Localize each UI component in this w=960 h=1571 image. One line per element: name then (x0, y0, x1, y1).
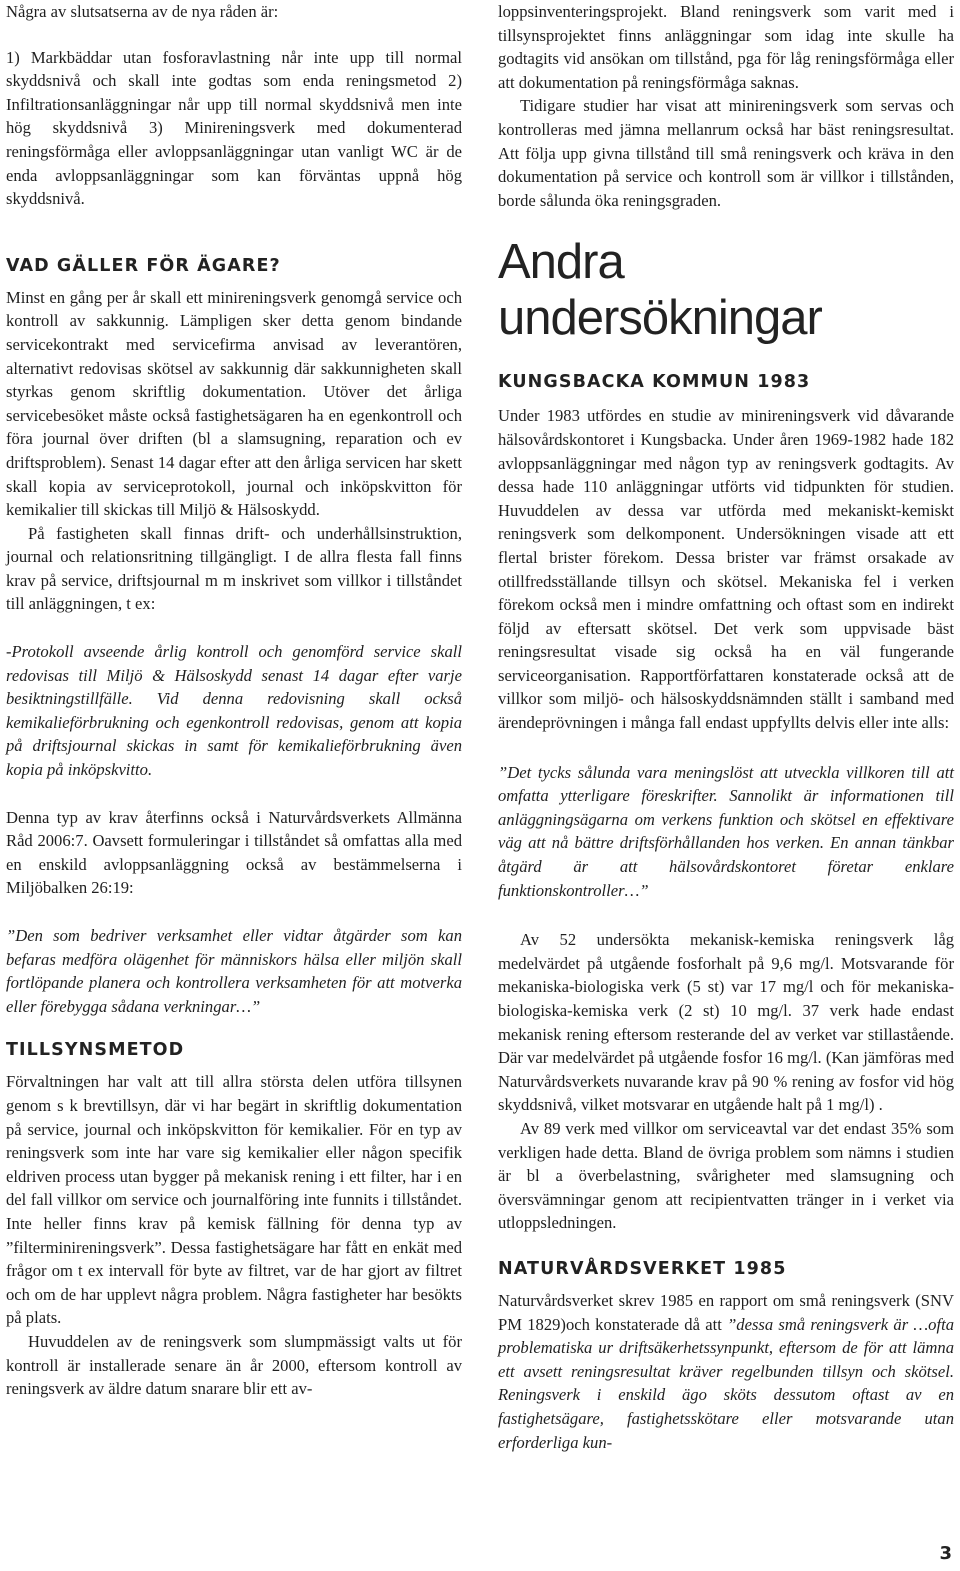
method-paragraph: Förvaltningen har valt att till allra största delen utföra tillsynen genom s k brevtillsyn, där vi har begärt in skriftlig dokumentation på service, journal och inköpskvitton för kemikalier. För en typ av reningsverk som inte har vare sig kemikalier eller någon specifik eldriven process utan bygger på mekanisk rening i ett filter, har i en del fall villkor om service och journalföring inte funnits i tillståndet. Inte heller finns krav på kemisk fällning för denna typ av ”filterminireningsverk”. Dessa fastighetsägare har fått en enkät med frågor om t ex intervall för byte av filtret, var de har gjort av filtret och om de har upplevt några problem. Några fastigheter har besökts på plats. (6, 1072, 462, 1328)
regulation-paragraph: Denna typ av krav återfinns också i Naturvårdsverkets Allmänna Råd 2006:7. Oavsett formuleringar i tillståndet så omfattas alla med en enskild avloppsanläggning också av bestämmelserna i Miljöbalken 26:19: (6, 807, 462, 898)
naturvardsverket-quote: ”dessa små reningsverk är …ofta problematiska ur driftsäkerhetssynpunkt, eftersom de för att lämna ett avsett reningsresultat kräver regelbunden tillsyn och skötsel. Reningsverk i enskild ägo sköts dessutom oftast av en fastighetsägare, fastighetsskötare eller motsvarande utan erforderliga kun- (498, 1314, 954, 1452)
kungsbacka-paragraph: Under 1983 utfördes en studie av minireningsverk vid dåvarande hälsovårdskontoret i Kungsbacka. Under åren 1969-1982 hade 182 avloppsanläggningar med någon typ av reningsverk godtagits. Av dessa hade 110 anläggningar utförts vid tidpunkten för studien. Huvuddelen av dessa var utförda med mekaniskt-kemiskt reningsverk som delkomponent. Undersökningen visade att ett flertal brister förekom. Dessa brister var främst orsakade av otillfredsställande tillsyn och skötsel. Mekaniska fel i verken förekom också men i mindre omfattning och oftast som en indirekt följd av eftersatt skötsel. Det verk som uppvisade bäst reningsresultat visade sig också ha en väl fungerande serviceorganisation. Rapportförfattaren konstaterade också att de villkor som miljö- och hälsoskyddsnämnden ställt i samband med ärendeprövningen i många fall endast uppfyllts delvis eller inte alls: (498, 406, 954, 733)
owners-paragraph-2: På fastigheten skall finnas drift- och underhållsinstruktion, journal och relationsritning tillgängligt. I de allra flesta fall finns krav på service, driftsjournal m m inskrivet som villkor i tillståndet till anläggningen, t ex: (6, 523, 462, 614)
continued-paragraph: loppsinventeringsprojekt. Bland reningsverk som varit med i tillsynsprojektet finns anläggningar som idag inte skulle ha godtagits vid ansökan om tillstånd, pga för låg reningsförmåga eller att dokumentation på reningsförmåga saknas. (498, 2, 954, 92)
environmental-code-quote: ”Den som bedriver verksamhet eller vidtar åtgärder som kan befaras medföra olägenhet för människors hälsa eller miljön skall fortlöpande planera och kontrollera verksamheten för att motverka eller förebygga sådana verkningar…” (6, 926, 462, 1016)
owners-paragraph: Minst en gång per år skall ett minireningsverk genomgå service och kontroll av sakkunnig. Lämpligen sker detta genom bindande servicekontrakt med servicefirma anvisad av leverantören, alternativt redovisas skötsel av sakkunnig där sakkunnigheten skall styrkas genom skriftlig dokumentation. Utöver det årliga servicebesöket måste också fastighetsägaren ha en egenkontroll och föra journal över driften (bl a slamsugning, reparation och ev driftsproblem). Senast 14 dagar efter att den årliga servicen har skett skall kopia av serviceprotokoll, journal och inköpskvitton för kemikalier till skickas till Miljö & Hälsoskydd. (6, 287, 462, 520)
heading-method: TILLSYNSMETOD (6, 1040, 185, 1061)
naturvardsverket-text: Naturvårdsverket skrev 1985 en rapport om små reningsverk (SNV PM 1829)och konstaterade då att (498, 1290, 954, 1334)
heading-kungsbacka: KUNGSBACKA KOMMUN 1983 (498, 372, 811, 393)
page-number: 3 (939, 1543, 952, 1564)
heading-naturvardsverket: NATURVÅRDSVERKET 1985 (498, 1258, 787, 1279)
intro-text: Några av slutsatserna av de nya råden är: (6, 2, 279, 21)
heading-owners: VAD GÄLLER FÖR ÄGARE? (6, 255, 281, 276)
studies-paragraph: Tidigare studier har visat att minireningsverk som servas och kontrolleras med jämna mellanrum också har bäst reningsresultat. Att följa upp givna tillstånd till små reningsverk och kräva in den dokumentation på service och kontroll som är villkor i tillstånden, borde sålunda öka reningsgraden. (498, 96, 954, 210)
kungsbacka-quote: ”Det tycks sålunda vara meningslöst att utveckla villkoren till att omfatta ytterligare föreskrifter. Sannolikt är informationen till anläggningsägarna om verkens funktion och skötsel en effektivare väg att nå bättre driftsförhållanden hos verken. En annan tänkbar åtgärd är att hälsovårdskontoret företar enklare funktionskontroller…” (498, 762, 954, 900)
conclusions-list: 1) Markbäddar utan fosforavlastning når inte upp till normal skyddsnivå och skall inte godtas som enda reningsmetod 2) Infiltrationsanläggningar når upp till normal skyddsnivå men inte hög skyddsnivå 3) Minireningsverk med dokumenterad reningsförmåga eller avloppsanläggningar utan vanligt WC är de enda avloppsanläggningar som kan förväntas uppnå hög skyddsnivå. (6, 47, 462, 209)
method-paragraph-2: Huvuddelen av de reningsverk som slumpmässigt valts ut för kontroll är installerade senare än år 2000, eftersom kontroll av reningsverk av äldre datum snarare blir ett av- (6, 1331, 462, 1399)
phosphorus-paragraph: Av 52 undersökta mekanisk-kemiska reningsverk låg medelvärdet på utgående fosforhalt på 9,6 mg/l. Motsvarande för mekaniska-biologiska verk (5 st) var 17 mg/l och för mekaniska-biologiska-kemiska verk (2 st) 10 mg/l. 37 verk hade endast mekanisk rening eftersom resterande del av verket var stillastående. Där var medelvärdet på utgående fosfor 16 mg/l. (Kan jämföras med Naturvårdsverkets nuvarande krav på 90 % rening av fosfor vid hög skyddsnivå, vilket motsvarar en utgående halt på 1 mg/l) . (498, 930, 954, 1115)
naturvardsverket-paragraph (498, 1289, 954, 1454)
permit-quote: -Protokoll avseende årlig kontroll och genomförd service skall redovisas till Miljö & Hälsoskydd senast 14 dagar efter varje besiktningstillfälle. Vid denna redovisning skall också kemikalieförbrukning och egenkontroll redovisas, genom att kopia på driftsjournal skickas in samt för kemikalieförbrukning även kopia på inköpskvitto. (6, 642, 462, 780)
right-column (498, 0, 954, 1454)
section-title: Andra undersökningar (498, 235, 822, 346)
left-column (6, 0, 462, 1401)
service-contract-paragraph: Av 89 verk med villkor om serviceavtal var det endast 35% som verkligen hade detta. Bland de övriga problem som nämns i studien är bl a överbelastning, svårigheter med slamsugning och översvämningar genom att recipientvatten tränger in i verket via utloppsledningen. (498, 1118, 954, 1233)
